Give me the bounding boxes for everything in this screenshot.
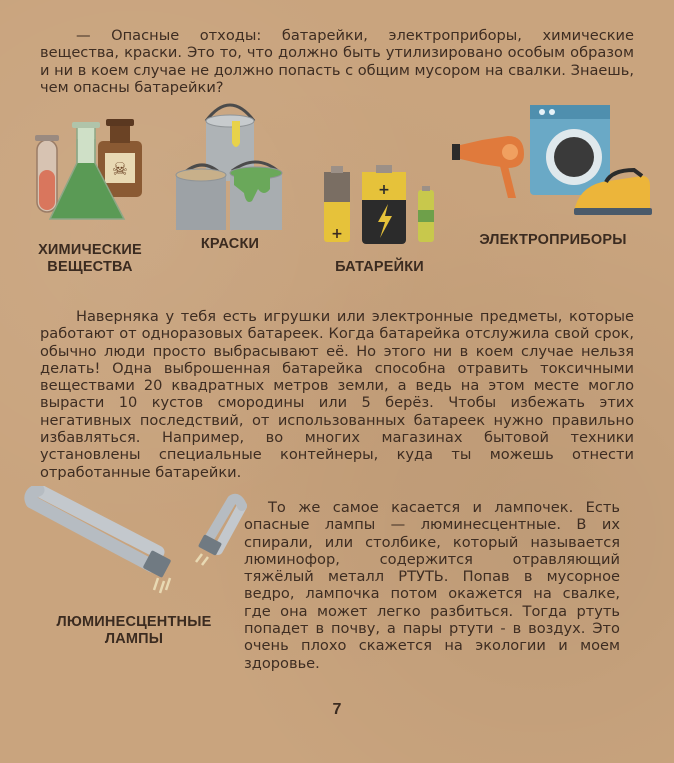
chemical-bottles-icon — [32, 115, 157, 230]
fluorescent-lamps-icon — [24, 486, 248, 596]
batteries-paragraph: Наверняка у тебя есть игрушки или электронные предметы, которые работают от одноразовых батареек. Когда батарейка отслужила свой срок, обычно люди просто выбрасывают её. Но этого ни в коем случае нельзя делать! Одна выброшенная батарейка способна отравить токсичными веществами 20 квадратных метров земли, а ведь на этом месте могло вырасти 10 кустов смородины или 5 берёз. Чтобы избежать этих негативных последствий, от использованных батареек нужно правильно избавляться. Например, во многих магазинах бытовой техники установлены специальные контейнеры, куда ты можешь отнести отработанные батарейки. — [40, 308, 634, 481]
page-number: 7 — [332, 701, 342, 718]
svg-text:☠: ☠ — [111, 159, 129, 180]
svg-text:+: + — [378, 182, 390, 198]
caption-batteries: БАТАРЕЙКИ — [335, 259, 424, 275]
paint-buckets-icon — [170, 93, 290, 235]
lamps-paragraph: То же самое касается и лампочек. Есть опасные лампы — люминесцентные. В их спирали, или столбике, который называется люминофор, содержится отравляющий тяжёлый металл РТУТЬ. Попав в мусорное ведро, лампочка потом окажется на свалке, где она может легко разбиться. Тогда ртуть попадет в почву, а пары ртути - в воздух. Это очень плохо скажется на экологии и моем здоровье. — [244, 499, 620, 672]
caption-electronics: ЭЛЕКТРОПРИБОРЫ — [479, 232, 627, 248]
batteries-icon — [318, 160, 443, 248]
hair-dryer-icon — [452, 132, 532, 202]
caption-paints: КРАСКИ — [200, 236, 260, 252]
intro-paragraph: — Опасные отходы: батарейки, электроприборы, химические вещества, краски. Это то, что должно быть утилизировано особым образом и ни в коем случае не должно попасть с общим мусором на свалки. Знаешь, чем опасны батарейки? — [40, 27, 634, 96]
iron-icon — [572, 168, 654, 218]
caption-lamps: ЛЮМИНЕСЦЕНТНЫЕ ЛАМПЫ — [56, 614, 212, 647]
svg-text:+: + — [331, 226, 343, 242]
caption-chemicals: ХИМИЧЕСКИЕ ВЕЩЕСТВА — [38, 242, 142, 275]
